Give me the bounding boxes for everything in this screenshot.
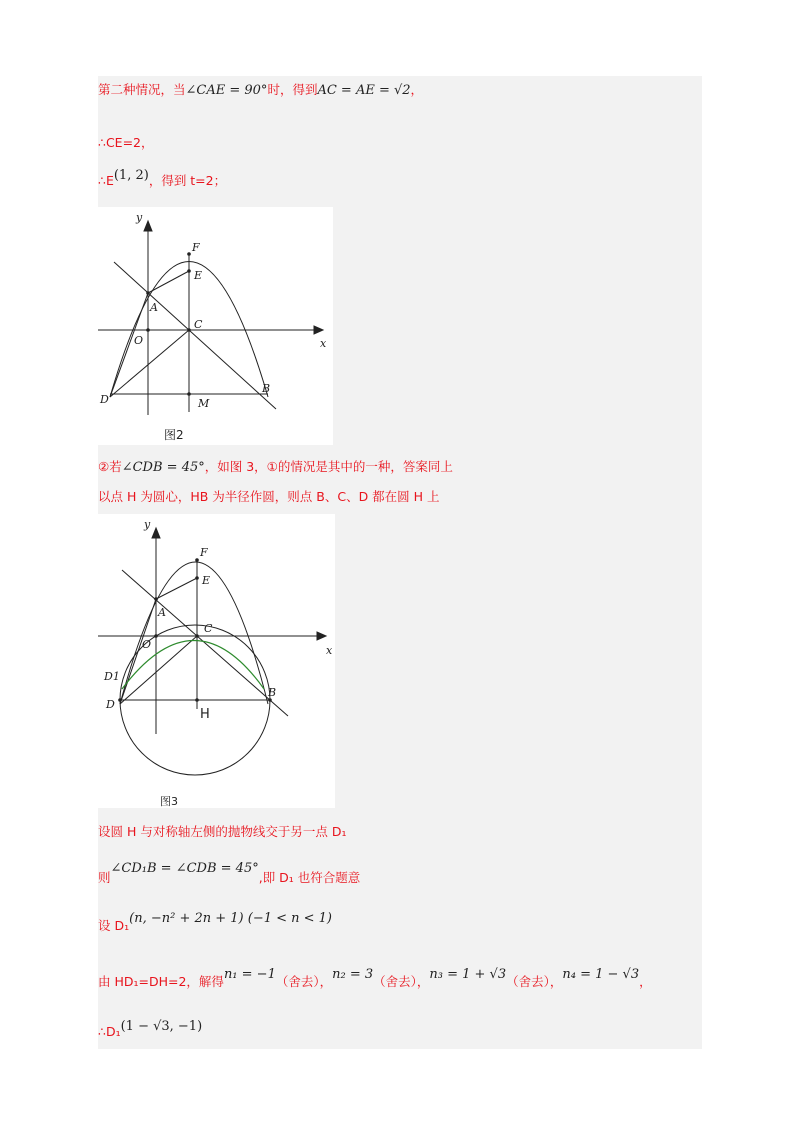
- line-1-text-a: 第二种情况，当: [98, 82, 186, 97]
- line-7-suffix: ,即 D₁ 也符合题意: [258, 870, 361, 885]
- line-4: [98, 461, 453, 474]
- fig2-label-c: C: [194, 318, 203, 331]
- line-10: [98, 1020, 202, 1039]
- fig3-label-o: O: [142, 638, 152, 651]
- line-7: [98, 862, 360, 885]
- fig3-label-h: H: [200, 707, 210, 722]
- fig2-label-f: F: [192, 241, 200, 254]
- line-9-end: ，: [639, 974, 652, 989]
- line-8: [98, 912, 332, 933]
- fig2-label-y: y: [136, 211, 143, 224]
- line-3: [98, 169, 226, 188]
- fig3-label-x: x: [326, 644, 333, 657]
- line-9-root-4: n₄ = 1 − √3: [562, 967, 640, 982]
- line-3-prefix: ∴E: [98, 173, 114, 188]
- fig3-label-e: E: [202, 574, 211, 587]
- fig3-label-f: F: [200, 546, 208, 559]
- line-10-prefix: ∴D₁: [98, 1024, 121, 1039]
- figure-2-caption: 图2: [164, 428, 184, 442]
- line-9: [98, 968, 652, 989]
- figure-2: [98, 207, 333, 445]
- fig2-label-b: B: [262, 382, 271, 395]
- line-7-angle-formula: ∠CD₁B = ∠CDB = 45°: [110, 861, 259, 876]
- figure-2-graph: [98, 207, 333, 445]
- line-8-prefix: 设 D₁: [98, 918, 130, 933]
- line-1-length-formula: AC = AE = √2: [317, 83, 411, 98]
- line-9-prefix: 由 HD₁=DH=2，解得: [98, 974, 224, 989]
- figure-3-graph: [98, 514, 335, 808]
- line-7-prefix: 则: [98, 870, 111, 885]
- line-9-discard-3: （舍去），: [506, 974, 563, 989]
- line-1-angle-formula: ∠CAE = 90°: [185, 83, 268, 98]
- figure-3: [98, 514, 335, 808]
- line-9-root-1: n₁ = −1: [223, 967, 276, 982]
- fig3-label-b: B: [268, 686, 277, 699]
- line-8-point-formula: (n, −n² + 2n + 1) (−1 < n < 1): [129, 911, 333, 926]
- line-9-discard-2: （舍去），: [373, 974, 430, 989]
- line-1-text-b: 时，得到: [267, 82, 318, 97]
- line-1-text-c: ，: [410, 82, 424, 97]
- line-9-discard-1: （舍去），: [275, 974, 333, 989]
- fig2-label-a: A: [150, 301, 158, 314]
- line-4-suffix: ，如图 3，①的情况是其中的一种，答案同上: [204, 459, 453, 474]
- line-4-angle-formula: ∠CDB = 45°: [121, 460, 205, 475]
- fig2-label-m: M: [198, 397, 210, 410]
- line-2: ∴CE=2，: [98, 135, 154, 150]
- fig3-label-y: y: [144, 518, 151, 531]
- line-9-root-3: n₃ = 1 + √3: [429, 967, 507, 982]
- fig3-label-d: D: [106, 698, 115, 711]
- fig3-label-a: A: [158, 606, 166, 619]
- fig2-label-e: E: [194, 269, 203, 282]
- line-6: 设圆 H 与对称轴左侧的抛物线交于另一点 D₁: [98, 824, 347, 839]
- figure-3-caption: 图3: [160, 795, 178, 808]
- line-4-prefix: ②若: [98, 459, 122, 474]
- line-1: [98, 84, 423, 97]
- line-5: 以点 H 为圆心，HB 为半径作圆，则点 B、C、D 都在圆 H 上: [98, 489, 440, 504]
- fig3-label-d1: D1: [104, 670, 120, 683]
- fig2-label-d: D: [100, 393, 109, 406]
- fig2-label-x: x: [320, 337, 327, 350]
- fig3-label-c: C: [204, 622, 213, 635]
- line-10-point: (1 − √3, −1): [120, 1019, 203, 1034]
- fig2-label-o: O: [134, 334, 144, 347]
- line-3-point: (1, 2): [113, 168, 149, 183]
- line-3-suffix: ，得到 t=2；: [148, 173, 227, 188]
- line-9-root-2: n₂ = 3: [332, 967, 374, 982]
